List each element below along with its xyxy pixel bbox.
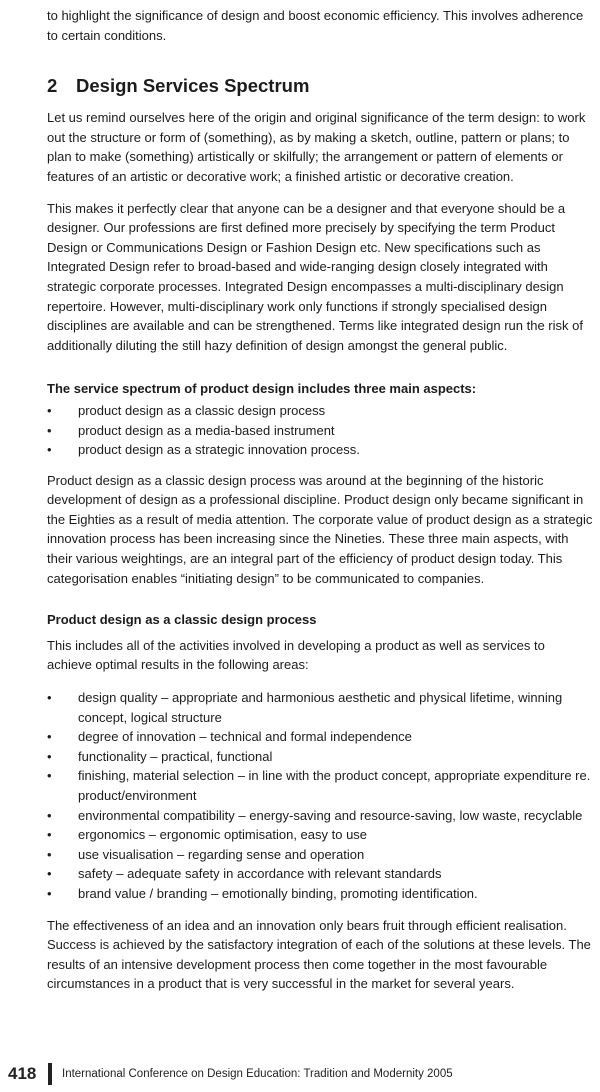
paragraph-classic-process: Product design as a classic design process was around at the beginning of the historic development of design as a professional discipline. Product design only became significant in the Eighties as a result of media attention. The corporate value of product design as a strategic innovation process has been increasing since the Nineties. These three main aspects, with their various weightings, are an integral part of the efficiency of product design today. This categorisation enables “initiating design” to be communicated to companies. <box>47 472 593 586</box>
bullet-icon: • <box>47 422 52 438</box>
list-item: • product design as a strategic innovation process. <box>47 440 593 460</box>
section-title: Design Services Spectrum <box>76 75 310 97</box>
bullet-icon: • <box>47 748 52 764</box>
bullet-icon: • <box>47 729 52 745</box>
page-footer <box>8 1063 453 1085</box>
list-item: • use visualisation – regarding sense and operation <box>47 845 593 865</box>
list-item: • finishing, material selection – in line with the product concept, appropriate expenditure re. product/environment <box>47 768 591 803</box>
spectrum-heading: The service spectrum of product design includes three main aspects: <box>47 381 477 397</box>
bullet-icon: • <box>47 885 52 901</box>
bullet-icon: • <box>47 866 52 882</box>
list-item: • design quality – appropriate and harmonious aesthetic and physical lifetime, winning concept, logical structure <box>47 690 563 725</box>
list-item: • ergonomics – ergonomic optimisation, easy to use <box>47 825 593 845</box>
footer-separator <box>48 1063 52 1085</box>
list-item: • environmental compatibility – energy-saving and resource-saving, low waste, recyclable <box>47 806 593 826</box>
classic-heading: Product design as a classic design process <box>47 612 317 628</box>
section-heading <box>47 74 593 98</box>
bullet-icon: • <box>47 807 52 823</box>
footer-text: International Conference on Design Education: Tradition and Modernity 2005 <box>62 1068 453 1080</box>
list-item: • product design as a classic design process <box>47 401 593 421</box>
list-item: • brand value / branding – emotionally binding, promoting identification. <box>47 884 593 904</box>
bullet-icon: • <box>47 768 52 784</box>
classic-intro: This includes all of the activities involved in developing a product as well as services to achieve optimal results in the following areas: <box>47 637 545 673</box>
bullet-icon: • <box>47 402 52 418</box>
paragraph-effectiveness: The effectiveness of an idea and an innovation only bears fruit through efficient realisation. Success is achieved by the satisfactory integration of each of the solutions at these levels. The results of an intensive development process then come together in the most favourable circumstances in a product that is very successful in the market for several years. <box>47 917 591 992</box>
paragraph-designer: This makes it perfectly clear that anyone can be a designer and that everyone should be a designer. Our professions are first defined more precisely by specifying the term Product Design or Communications Design or Fashion Design etc. New specifications such as Integrated Design refer to broad-based and wide-ranging design closely integrated with strategic corporate processes. Integrated Design encompasses a multi-disciplinary design repertoire. However, multi-disciplinary work only functions if strongly specialised design disciplines are available and can be strengthened. Terms like integrated design run the risk of additionally diluting the still hazy definition of design amongst the general public. <box>47 200 583 353</box>
section-number: 2 <box>47 75 58 97</box>
page-content <box>47 6 593 994</box>
list-item: • degree of innovation – technical and formal independence <box>47 727 593 747</box>
paragraph-design-definition: Let us remind ourselves here of the origin and original significance of the term design: to work out the structure or form of (something), as by making a sketch, outline, pattern or plans; to plan to make (something) artistically or skilfully; the arrangement or pattern of elements or features of an artistic or decorative work; a finished artistic or decorative creation. <box>47 110 586 184</box>
bullet-icon: • <box>47 690 52 706</box>
bullet-icon: • <box>47 442 52 458</box>
list-item: • safety – adequate safety in accordance with relevant standards <box>47 864 593 884</box>
bullet-icon: • <box>47 846 52 862</box>
intro-paragraph: to highlight the significance of design and boost economic efficiency. This involves adherence to certain conditions. <box>47 8 584 43</box>
list-item: • product design as a media-based instrument <box>47 421 593 441</box>
classic-list <box>47 688 593 904</box>
bullet-icon: • <box>47 827 52 843</box>
list-item: • functionality – practical, functional <box>47 747 593 767</box>
spectrum-list <box>47 401 593 460</box>
page-number: 418 <box>8 1064 37 1083</box>
